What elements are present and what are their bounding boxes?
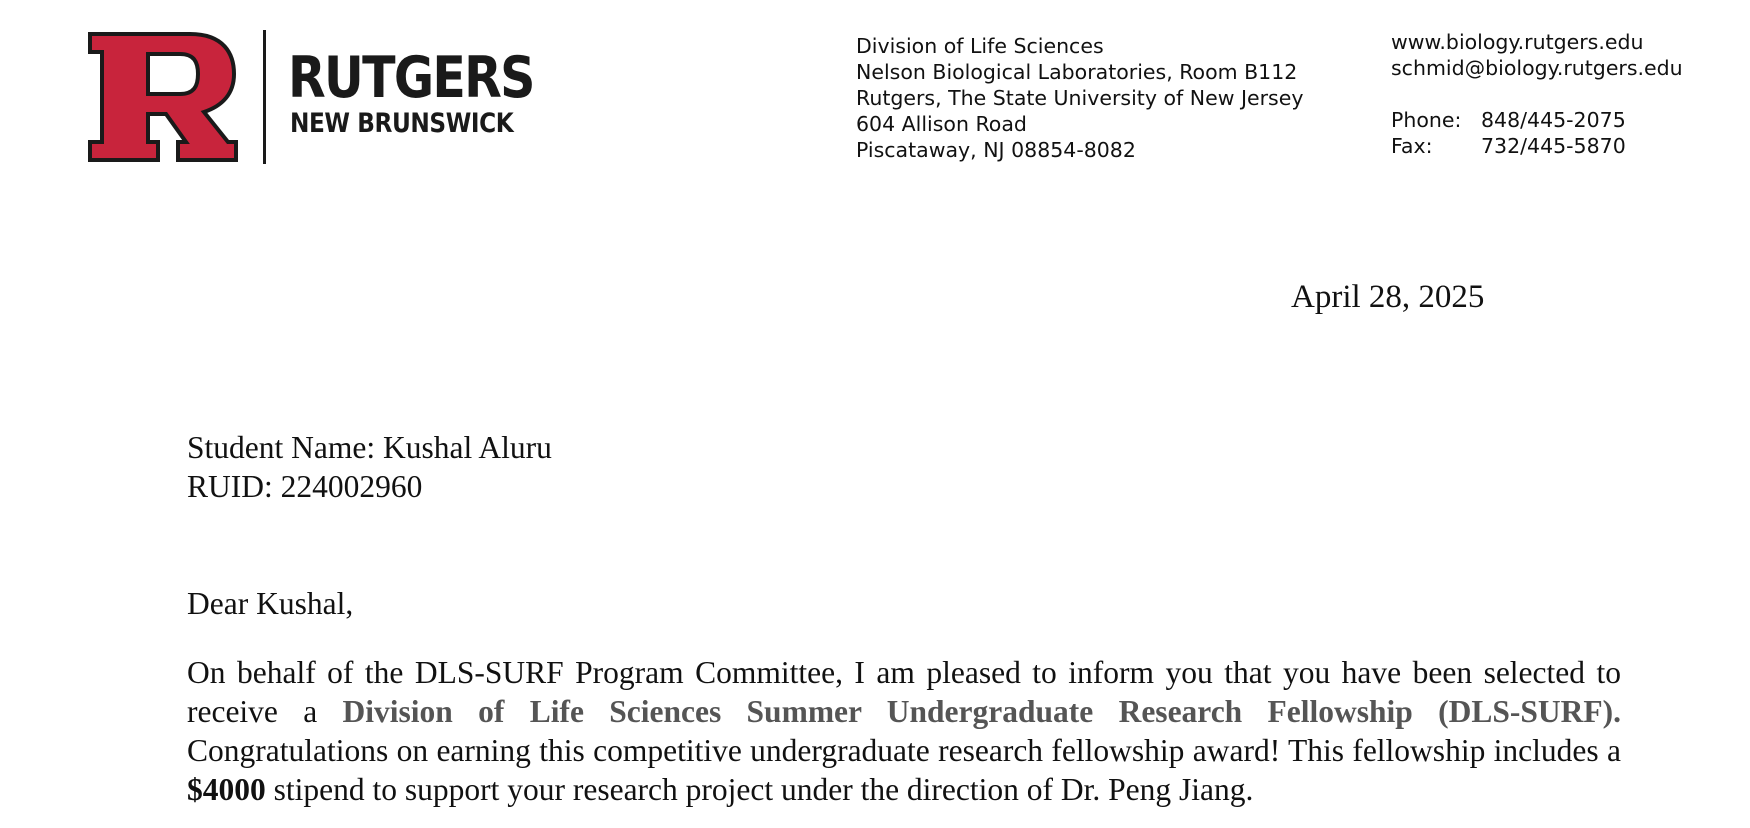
fax-line bbox=[1391, 133, 1683, 159]
address-line: Piscataway, NJ 08854-8082 bbox=[856, 138, 1136, 162]
phone-number: 848/445-2075 bbox=[1481, 108, 1626, 132]
logo-divider bbox=[263, 30, 266, 164]
address-line: Division of Life Sciences bbox=[856, 34, 1104, 58]
phone-line bbox=[1391, 107, 1683, 133]
paragraph-text: stipend to support your research project under the direction of Dr. Peng Jiang. bbox=[265, 772, 1254, 807]
fax-label: Fax: bbox=[1391, 134, 1433, 158]
address-line: Rutgers, The State University of New Jersey bbox=[856, 86, 1304, 110]
letter-paragraph bbox=[187, 653, 1621, 809]
email-link[interactable]: schmid@biology.rutgers.edu bbox=[1391, 56, 1683, 80]
paragraph-text: On behalf of the DLS-SURF Program Committee, I am pleased to inform you that you have been selected to receive a bbox=[187, 655, 1621, 729]
student-name: Student Name: Kushal Aluru bbox=[187, 430, 552, 465]
department-address bbox=[856, 33, 1304, 163]
phone-label: Phone: bbox=[1391, 108, 1462, 132]
fax-number: 732/445-5870 bbox=[1481, 134, 1626, 158]
address-line: Nelson Biological Laboratories, Room B112 bbox=[856, 60, 1298, 84]
stipend-amount: $4000 bbox=[187, 772, 266, 807]
website-link[interactable]: www.biology.rutgers.edu bbox=[1391, 30, 1644, 54]
fellowship-name: Division of Life Sciences Summer Undergraduate Research Fellowship (DLS-SURF). bbox=[342, 694, 1621, 729]
student-info bbox=[187, 428, 552, 506]
paragraph-text: Congratulations on earning this competitive undergraduate research fellowship award! This fellowship includes a bbox=[187, 733, 1621, 768]
rutgers-r-icon bbox=[86, 30, 238, 164]
address-line: 604 Allison Road bbox=[856, 112, 1027, 136]
contact-info bbox=[1391, 29, 1683, 159]
logo-campus: NEW BRUNSWICK bbox=[290, 108, 514, 139]
rutgers-logo bbox=[86, 30, 546, 164]
salutation: Dear Kushal, bbox=[187, 586, 354, 621]
contact-spacer bbox=[1391, 81, 1683, 107]
logo-wordmark: RUTGERS bbox=[288, 45, 534, 111]
letter-date: April 28, 2025 bbox=[1291, 279, 1485, 315]
student-ruid: RUID: 224002960 bbox=[187, 469, 423, 504]
